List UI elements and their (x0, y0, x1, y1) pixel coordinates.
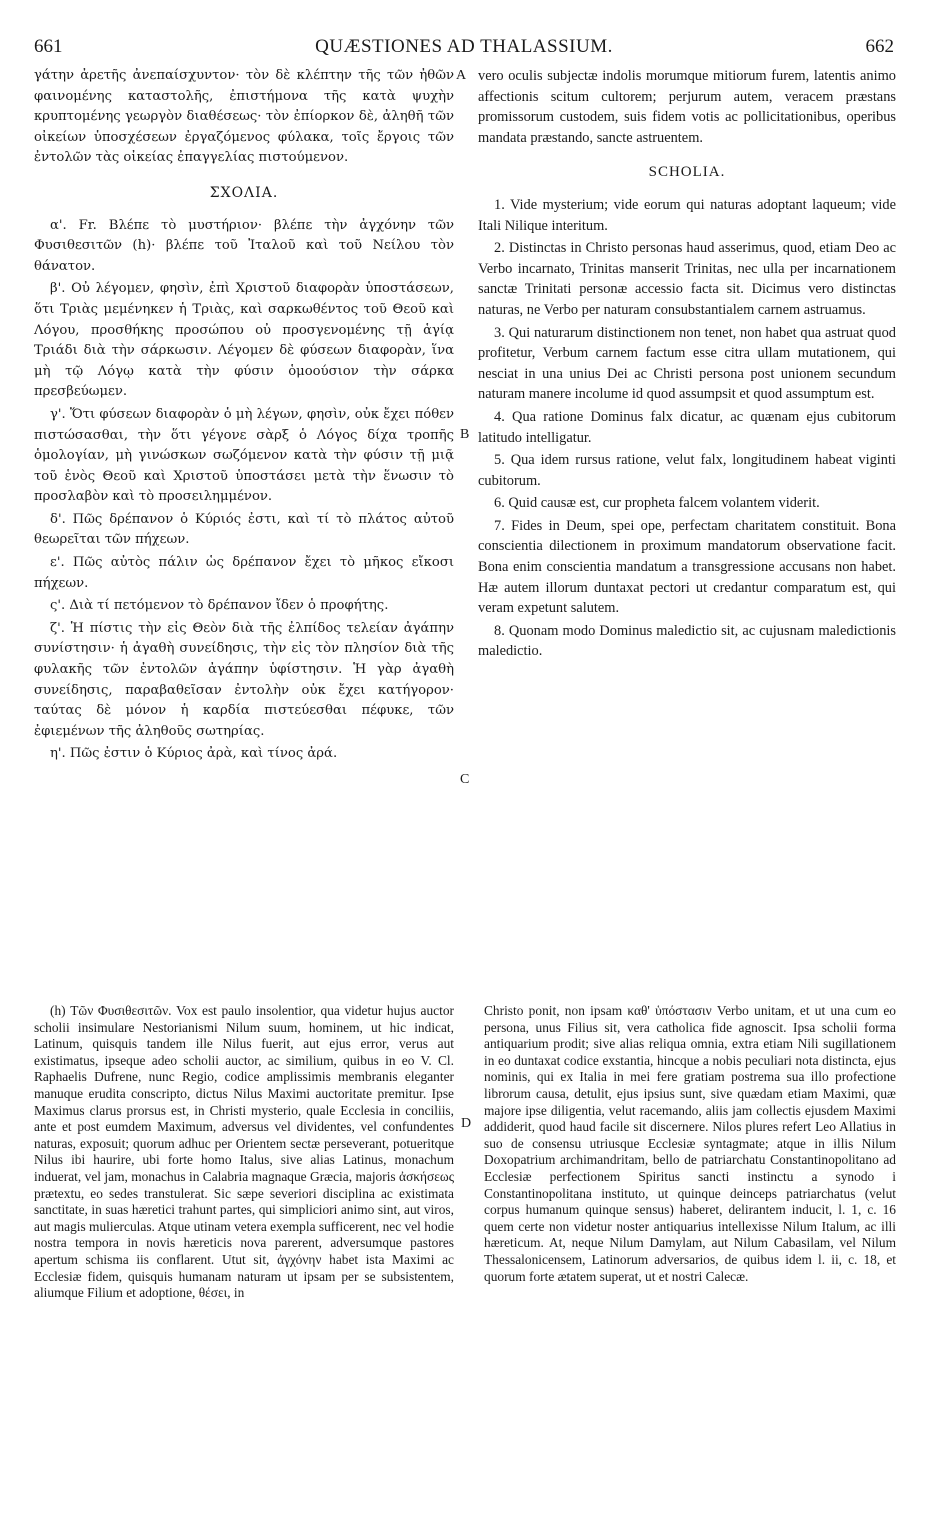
latin-scholion-1: 1. Vide mysterium; vide eorum qui naturas adoptant laqueum; vide Itali Nilique interitum. (478, 196, 896, 234)
margin-marker-b: B (460, 427, 470, 442)
greek-scholion-5: ε'. Πῶς αὐτὸς πάλιν ὡς δρέπανον ἔχει τὸ μῆκος εἴκοσι πήχεων. (34, 555, 454, 591)
greek-scholion-2: β'. Οὐ λέγομεν, φησὶν, ἐπὶ Χριστοῦ διαφορὰν ὑποστάσεων, ὅτι Τριὰς μεμένηκεν ἡ Τριὰς, καὶ σαρκωθέντος τοῦ Θεοῦ καὶ Λόγου, προσθήκης προσώπου οὐ προσγενομένης τῇ ἁγίᾳ Τριάδι διὰ τὴν σάρκωσιν. Λέγομεν δὲ φύσεων διαφορὰν, ἵνα μὴ τῷ Λόγῳ κατὰ τὴν φύσιν ὁμοούσιον τὴν σάρκα πρεσβεύωμεν. (34, 281, 454, 400)
page-header (34, 36, 894, 62)
margin-marker-d: D (461, 1116, 472, 1131)
running-title: QUÆSTIONES AD THALASSIUM. (315, 36, 613, 57)
latin-column (478, 66, 896, 664)
page-number-right: 662 (865, 36, 894, 57)
latin-scholion-4: 4. Qua ratione Dominus falx dicatur, ac quænam ejus cubitorum latitudo intelligatur. (478, 408, 896, 446)
latin-scholion-3: 3. Qui naturarum distinctionem non tenet, non habet qua astruat quod profitetur, Verbum carnem factum esse citra ullam mutationem, qui nesciat in una unius Dei ac Christi persona post unionem secundum naturam manere incolume id quod assumpsit et quod assumptum est. (478, 324, 896, 403)
latin-scholion-6: 6. Quid causæ est, cur propheta falcem volantem viderit. (494, 495, 820, 512)
margin-marker-a: A (456, 68, 467, 83)
greek-scholion-1: α'. Fr. Βλέπε τὸ μυστήριον· βλέπε τὴν ἀγχόνην τῶν Φυσιθεσιτῶν (h)· βλέπε τοῦ Ἰταλοῦ καὶ τοῦ Νείλου τὸν θάνατον. (34, 217, 454, 274)
latin-scholion-8: 8. Quonam modo Dominus maledictio sit, ac cujusnam maledictionis maledictio. (478, 622, 896, 660)
margin-marker-c: C (460, 772, 470, 787)
greek-scholion-4: δ'. Πῶς δρέπανον ὁ Κύριός ἐστι, καὶ τί τὸ πλάτος αὐτοῦ θεωρεῖται τῶν πήχεων. (34, 511, 454, 548)
greek-scholion-7: ζ'. Ἡ πίστις τὴν εἰς Θεὸν διὰ τῆς ἐλπίδος τελείαν ἀγάπην συνίστησιν· ἡ ἀγαθὴ συνείδησις, τὴν εἰς τὸν πλησίον διὰ τῆς φυλακῆς τῶν ἐντολῶν ἀγάπην ὑφίστησιν. Ἡ γὰρ ἀγαθὴ συνείδησις, παραβαθεῖσαν ἐντολὴν οὐκ ἔχει κατήγορον· ταύτας δὲ μόνον ἡ καρδία πιστεύεσθαι πέφυκε, τῶν ἐφιεμένων τῆς ἀληθοῦς σωτηρίας. (34, 620, 454, 739)
greek-scholia-heading: ΣΧΟΛΙΑ. (209, 184, 279, 201)
footnote-right (484, 1003, 896, 1285)
latin-scholia-heading: SCHOLIA. (648, 164, 726, 181)
greek-intro: γάτην ἀρετῆς ἀνεπαίσχυντον· τὸν δὲ κλέπτην τῆς τῶν ἠθῶν φαινομένης καταστολῆς, ἐπιστήμονα τῆς κατὰ ψυχὴν κρυπτομένης γεωργὸν διαθέσεως· τὸν ἐπίορκον δὲ, ἀληθῆ τῶν οἰκείων ὑποσχέσεων ἐργαζόμενος φύλακα, τοῖς ἔργοις τῶν ἐντολῶν τὰς οἰκείας ἐπαγγελίας πιστούμενον. (34, 68, 454, 166)
greek-scholion-8: η'. Πῶς ἐστιν ὁ Κύριος ἀρὰ, καὶ τίνος ἀρά. (50, 746, 338, 762)
latin-intro: vero oculis subjectæ indolis morumque mitiorum furem, latentis animo affectionis scitum cultorem; perjurum autem, veracem præstans promissorum custodem, suis fidem votis ac pollicitationibus, operibus mandata præstando, sancte astruentem. (478, 68, 896, 146)
latin-scholion-5: 5. Qua idem rursus ratione, velut falx, longitudinem habeat viginti cubitorum. (478, 452, 896, 489)
greek-column (34, 66, 454, 767)
footnote-left (34, 1003, 454, 1302)
greek-scholion-6: ς'. Διὰ τί πετόμενον τὸ δρέπανον ἴδεν ὁ προφήτης. (50, 598, 389, 614)
footnote-right-text: Christo ponit, non ipsam καθ' ὑπόστασιν Verbo unitam, et ut una cum eo persona, unus Filius sit, vera catholica fide agnoscit. Ipsa scholii forma antiquarium prodit; sive alias reliqua omnia, extra etiam Nili sugillationem in eo duntaxat codice exstantia, hincque a nobis peculiari nota distincta, ejus nominis, qui ex Italia in mei fere gratiam postrema sua illo profectione librorum causa, detulit, ejus ipsius sunt, sive quædam etiam Maximi, quæ majore ipse diligentia, velut racemando, aliis jam collectis ejusdem Maximi addiderit, quod haud facile sit discernere. Nilos plures refert Leo Allatius in suo de consensu utriusque Ecclesiæ syntagmate; atque in illis Nilum Doxopatrium archimandritam, bello de patriarchatu Constantinopolitano ad Ecclesiæ perfectionem Spiritus sancti instinctu a synodo i Constantinopolitana instituto, ut quinque deinceps patriarchatus (velut corpus humanum quinque sensus) haberet, delirantem inducit, l. 1, c. 16 quem certe non videtur noster antiquarius intellexisse Nilum Italum, ac illi hæreticum. At, neque Nilum Damylam, aut Nilum Cabasilam, vel Nilum Thessalonicensem, Latinorum adversarios, de quibus idem l. ii, c. 18, et quorum forte ætatem superat, ut et nostri Calecæ. (484, 1003, 896, 1284)
page-number-left: 661 (34, 36, 63, 57)
latin-scholion-2: 2. Distinctas in Christo personas haud asserimus, quod, etiam Deo ac Verbo incarnato, Trinitas manserit Trinitas, nec ulla per incarnationem sanctæ Trinitati personæ accessio facta sit. Dicimus vero distinctas naturas, ne Verbo per naturam consubstantialem carnem astruamus. (478, 240, 896, 318)
greek-scholion-3: γ'. Ὅτι φύσεων διαφορὰν ὁ μὴ λέγων, φησὶν, οὐκ ἔχει πόθεν πιστώσασθαι, τὴν ὅτι γέγονε σὰρξ ὁ Λόγος δίχα τροπῆς ὁμολογίαν, μὴ γινώσκων σωζόμενον κατὰ τὴν φύσιν τῇ μιᾷ τοῦ ἑνὸς Θεοῦ καὶ Χριστοῦ ὑποστάσει μετὰ τὴν ἕνωσιν τὸ προσλαβὸν καὶ τὸ προσειλημμένον. (34, 406, 454, 505)
latin-scholion-7: 7. Fides in Deum, spei ope, perfectam charitatem constituit. Bona conscientia dilectionem in proximum mandatorum observatione facit. Bona enim conscientia mandatum a transgressione accusans non habet. Hæ autem illorum duntaxat pectori ut credantur comparatum est, qui veram expetunt salutem. (478, 517, 896, 617)
footnote-left-text: (h) Τῶν Φυσιθεσιτῶν. Vox est paulo insolentior, qua videtur hujus auctor scholii insimulare Nestorianismi Nilum suum, hominem, ut hic indicat, Latinum, quisquis tandem ille Nilus fuerit, aut ejus error, verus aut existimatus, ipseque adeo scholii auctor, ac similium, quibus in eo V. Cl. Raphaelis Dufrene, nunc Regio, codice amplissimis membranis eleganter manuque erudita conscripto, dictus Nilus Maximi auctoritate premitur. Ipse Maximus clarus prorsus est, in Christi mysterio, quale Ecclesia in conciliis, ante et post eumdem Maximum, adversus vel dividentes, vel confundentes naturas, exposuit; quorum adhuc per Orientem sectæ perseverant, potueritque Nilus ibi haurire, ubi forte homo Italus, sive alias Latinus, monachum induerat, vel jam, monachus in Calabria magnaque Græcia, majoris ἀσκήσεως prætextu, eo sedes transtulerat. Sic sæpe severiori disciplina ac existimata sanctitate, in suas hæretici trahunt partes, qui simpliciori animo sint, aut viros, aut magis mulierculas. Atque utinam vetera exempla sufficerent, nec vel hodie nostra tempora in novis hæreticis nova parerent, adversumque pastores apertum schisma iis conflarent. Utut sit, ἀγχόνην habet ista Maximi ac Ecclesiæ fidem, quisquis humanam naturam ut ipsam per se subsistentem, aliumque Filium et adoptione, θέσει, in (34, 1003, 454, 1301)
